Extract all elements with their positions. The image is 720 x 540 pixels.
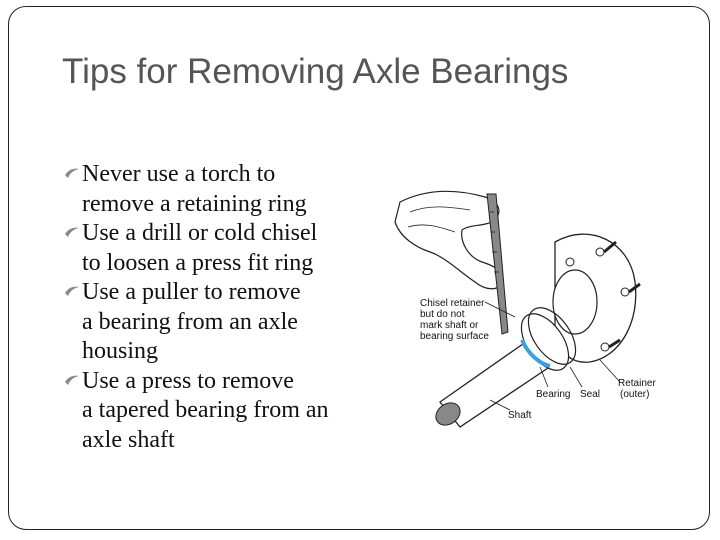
bullet-item <box>64 278 374 308</box>
bullet-text-rest: remove a retaining ring <box>82 190 307 217</box>
bullet-item-cont <box>64 308 374 367</box>
slide-title: Tips for Removing Axle Bearings <box>62 52 569 91</box>
hand-outline <box>395 191 503 289</box>
label-bearing: Bearing <box>536 389 571 400</box>
label-chisel-line2: but do not <box>420 309 465 320</box>
cold-chisel <box>487 194 508 334</box>
label-chisel-line3: mark shaft or <box>420 320 479 331</box>
axle-bearing-illustration <box>390 182 670 432</box>
swoosh-bullet-icon <box>64 166 80 180</box>
label-chisel-retainer: Chisel retainer <box>420 298 485 309</box>
bullet-text-line1: Use a puller to remove <box>82 279 301 305</box>
bullet-item <box>64 219 374 249</box>
bullet-text-rest: to loosen a press fit ring <box>82 249 314 276</box>
bullet-item-cont <box>64 249 374 279</box>
label-retainer-outer: (outer) <box>620 389 650 400</box>
bullet-item-cont <box>64 396 374 455</box>
label-retainer: Retainer <box>618 378 656 389</box>
label-seal: Seal <box>580 389 601 400</box>
bullet-text-rest: a tapered bearing from an axle shaft <box>82 397 329 453</box>
bullet-text-line1: Use a drill or cold chisel <box>82 220 318 246</box>
bullet-item <box>64 367 374 397</box>
bullet-item <box>64 160 374 190</box>
bullet-text-line1: Use a press to remove <box>82 367 294 394</box>
label-chisel-line4: bearing surface <box>420 331 489 342</box>
bullet-text-line1: Never use a torch to <box>82 161 276 187</box>
swoosh-bullet-icon <box>64 284 80 298</box>
bullet-text-rest: a bearing from an axle housing <box>82 308 298 364</box>
label-shaft: Shaft <box>508 410 532 421</box>
bullet-list <box>64 160 374 455</box>
swoosh-bullet-icon <box>64 225 80 239</box>
swoosh-bullet-icon <box>64 373 80 387</box>
bullet-item-cont <box>64 190 374 220</box>
